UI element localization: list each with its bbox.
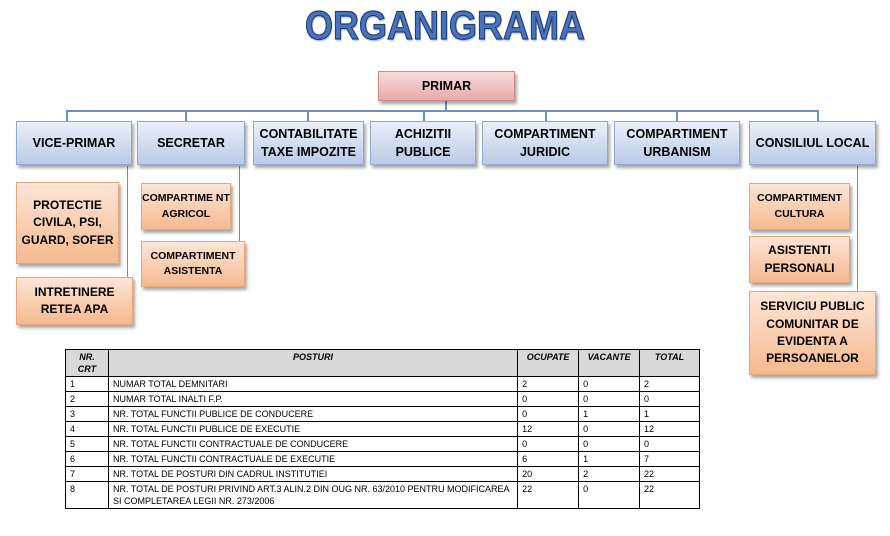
cell-nr: 1 <box>66 377 109 392</box>
cell-posturi: NR. TOTAL DE POSTURI DIN CADRUL INSTITUTIEI <box>108 467 517 482</box>
cell-vacante: 0 <box>579 377 640 392</box>
cell-ocupate: 6 <box>518 452 579 467</box>
box-asistenti-personali: ASISTENTI PERSONALI <box>749 236 850 283</box>
cell-total: 22 <box>640 467 700 482</box>
header-posturi: POSTURI <box>108 350 517 377</box>
cell-total: 7 <box>640 452 700 467</box>
cell-vacante: 1 <box>579 407 640 422</box>
table-row <box>66 452 700 467</box>
cell-total: 12 <box>640 422 700 437</box>
cell-ocupate: 0 <box>518 407 579 422</box>
cell-total: 22 <box>640 482 700 509</box>
header-ocupate: OCUPATE <box>518 350 579 377</box>
table-row <box>66 482 700 509</box>
cell-nr: 6 <box>66 452 109 467</box>
dept-vice-primar: VICE-PRIMAR <box>16 121 132 165</box>
cell-total: 1 <box>640 407 700 422</box>
cell-ocupate: 20 <box>518 467 579 482</box>
cell-ocupate: 0 <box>518 392 579 407</box>
page-title: ORGANIGRAMA <box>305 4 585 48</box>
box-protectie-civila: PROTECTIE CIVILA, PSI, GUARD, SOFER <box>16 182 119 264</box>
primar-box: PRIMAR <box>378 71 515 101</box>
dept-urbanism: COMPARTIMENT URBANISM <box>614 121 740 165</box>
cell-posturi: NR. TOTAL FUNCTII PUBLICE DE CONDUCERE <box>108 407 517 422</box>
table-row <box>66 407 700 422</box>
table-row <box>66 392 700 407</box>
cell-ocupate: 12 <box>518 422 579 437</box>
box-serviciu-public: SERVICIU PUBLIC COMUNITAR DE EVIDENTA A PERSOANELOR <box>749 291 876 375</box>
table-row <box>66 377 700 392</box>
dept-contabilitate: CONTABILITATE TAXE IMPOZITE <box>253 121 364 165</box>
table-row <box>66 422 700 437</box>
cell-vacante: 0 <box>579 392 640 407</box>
posturi-table <box>65 349 700 509</box>
cell-total: 2 <box>640 377 700 392</box>
cell-posturi: NR. TOTAL FUNCTII PUBLICE DE EXECUTIE <box>108 422 517 437</box>
header-vacante: VACANTE <box>579 350 640 377</box>
cell-vacante: 0 <box>579 422 640 437</box>
dept-secretar: SECRETAR <box>137 121 245 165</box>
cell-ocupate: 2 <box>518 377 579 392</box>
box-compartiment-asistenta: COMPARTIMENT ASISTENTA <box>141 241 245 287</box>
cell-nr: 3 <box>66 407 109 422</box>
header-total: TOTAL <box>640 350 700 377</box>
dept-achizitii: ACHIZITII PUBLICE <box>370 121 476 165</box>
cell-nr: 8 <box>66 482 109 509</box>
cell-total: 0 <box>640 392 700 407</box>
cell-posturi: NR. TOTAL FUNCTII CONTRACTUALE DE EXECUTIE <box>108 452 517 467</box>
cell-vacante: 0 <box>579 482 640 509</box>
connector-line <box>66 110 819 112</box>
box-compartiment-agricol: COMPARTIME NT AGRICOL <box>141 183 231 230</box>
table-row <box>66 437 700 452</box>
cell-vacante: 2 <box>579 467 640 482</box>
cell-vacante: 0 <box>579 437 640 452</box>
table-row <box>66 467 700 482</box>
cell-nr: 7 <box>66 467 109 482</box>
dept-consiliul-local: CONSILIUL LOCAL <box>749 121 876 165</box>
box-compartiment-cultura: COMPARTIMENT CULTURA <box>749 183 850 230</box>
cell-vacante: 1 <box>579 452 640 467</box>
cell-ocupate: 0 <box>518 437 579 452</box>
table-header-row <box>66 350 700 377</box>
cell-total: 0 <box>640 437 700 452</box>
cell-posturi: NUMAR TOTAL DEMNITARI <box>108 377 517 392</box>
dept-juridic: COMPARTIMENT JURIDIC <box>482 121 608 165</box>
box-intretinere-retea-apa: INTRETINERE RETEA APA <box>16 277 133 325</box>
cell-posturi: NR. TOTAL DE POSTURI PRIVIND ART.3 ALIN.2 DIN OUG NR. 63/2010 PENTRU MODIFICAREA SI COMPLETAREA LEGII NR. 273/2006 <box>108 482 517 509</box>
cell-nr: 2 <box>66 392 109 407</box>
cell-nr: 5 <box>66 437 109 452</box>
cell-ocupate: 22 <box>518 482 579 509</box>
cell-posturi: NR. TOTAL FUNCTII CONTRACTUALE DE CONDUCERE <box>108 437 517 452</box>
header-nr-crt: NR. CRT <box>66 350 109 377</box>
cell-nr: 4 <box>66 422 109 437</box>
cell-posturi: NUMAR TOTAL INALTI F.P. <box>108 392 517 407</box>
